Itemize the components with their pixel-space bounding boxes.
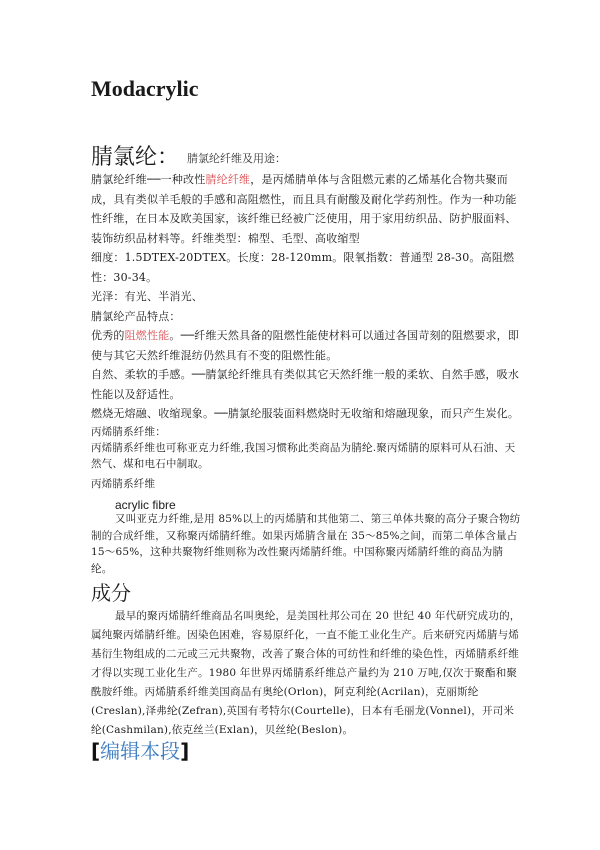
edit-section-link[interactable]: 编辑本段: [100, 739, 181, 763]
luster-paragraph: 光泽：有光、半消光、: [91, 290, 203, 303]
feature-flame-retardant: [91, 326, 521, 365]
acrylic-series-label2: 丙烯腈系纤维: [91, 478, 156, 490]
bracket-close: ]: [180, 739, 190, 763]
acrylic-series-label: 丙烯腈系纤维：: [91, 426, 166, 438]
intro-text-cont: ，是丙烯腈单体与含阻燃元素的乙烯基化合物共聚而成，具有类似羊毛般的手感和高阻燃性，而且具有耐酸及耐化学药剂性。作为一种功能性纤维，在日本及欧美国家，该纤维已经被广泛使用，用于家用纺织品、防护服面料、装饰纺织品材料等。纤维类型：棉型、毛型、高收缩型: [91, 173, 517, 245]
feature-no-melt: 燃烧无熔融、收缩现象。──腈氯纶服装面料燃烧时无收缩和熔融现象，而只产生炭化。: [91, 407, 520, 420]
composition-text: 最早的聚丙烯腈纤维商品名叫奥纶，是美国杜邦公司在 20 世纪 40 年代研究成功的，属纯聚丙烯腈纤维。因染色困难，容易原纤化，一直不能工业化生产。后来研究丙烯腈与烯基衍生物组成的二元或三元共聚物，改善了聚合体的可纺性和纤维的染色性，丙烯腈系纤维才得以实现工业化生产。1980 年世界丙烯腈系纤维总产量约为 210 万吨,仅次于聚酯和聚酰胺纤维。丙烯腈系纤维美国商品有奥纶(Orlon)，阿克利纶(Acrilan)，克丽斯纶(Creslan),泽弗纶(Zefran),英国有考特尔(Courtelle)，日本有毛丽龙(Vonnel)，开司米纶(Cashmilan),依克丝兰(Exlan)，贝丝纶(Beslon)。: [91, 610, 521, 736]
feature1-post: 。──纤维天然具备的阻燃性能使材料可以通过各国苛刻的阻燃要求，即使与其它天然纤维混纺仍然具有不变的阻燃性能。: [91, 329, 520, 362]
main-heading-text: 腈氯纶：: [91, 145, 180, 170]
composition-heading: 成分: [91, 581, 131, 605]
specs-paragraph: 细度：1.5DTEX-20DTEX。长度：28-120mm。限氧指数：普通型 28-30。高阻燃性：30-34。: [91, 251, 515, 284]
flame-retardant-highlight: 阻燃性能: [124, 329, 170, 342]
main-heading: [91, 140, 286, 171]
intro-paragraph: [91, 170, 521, 248]
acrylic-definition: 又叫亚克力纤维,是用 85%以上的丙烯腈和其他第二、第三单体共聚的高分子聚合物纺制的合成纤维，又称聚丙烯腈纤维。如果丙烯腈含量在 35～85%之间，而第二单体含量占 15～65%，这种共聚物纤维则称为改性聚丙烯腈纤维。中国称聚丙烯腈纤维的商品为腈纶。: [91, 513, 521, 575]
features-heading: 腈氯纶产品特点：: [91, 309, 181, 323]
feature-soft-hand: 自然、柔软的手感。──腈氯纶纤维具有类似其它天然纤维一般的柔软、自然手感，吸水性能以及舒适性。: [91, 368, 520, 401]
document-title: Modacrylic: [91, 76, 199, 101]
intro-text: 腈氯纶纤维──一种改性: [91, 173, 206, 186]
modacrylic-description: [91, 170, 521, 424]
acrylic-fiber-highlight: 腈纶纤维: [205, 173, 251, 186]
edit-section: [91, 735, 189, 764]
acrylic-series-text: 丙烯腈系纤维也可称亚克力纤维,我国习惯称此类商品为腈纶.聚丙烯腈的原料可从石油、天然气、煤和电石中制取。: [91, 442, 516, 470]
english-term: acrylic fibre: [115, 498, 176, 512]
bracket-open: [: [91, 739, 101, 763]
sub-heading: 腈氯纶纤维及用途：: [187, 152, 287, 165]
acrylic-series-intro: [91, 424, 521, 492]
feature1-pre: 优秀的: [91, 329, 125, 342]
